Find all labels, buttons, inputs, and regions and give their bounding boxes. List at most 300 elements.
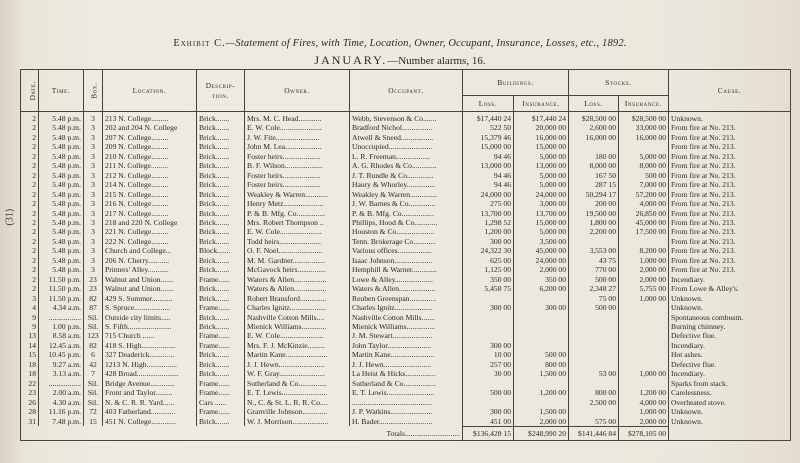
cell-buildings-insurance: 2,000 00: [514, 417, 569, 427]
cell-date: 2: [21, 152, 39, 161]
cell-time: 5.48 p.m.: [39, 161, 84, 170]
cell-stocks-loss: 53 00: [569, 369, 619, 378]
cell-box: 82: [84, 341, 103, 350]
cell-stocks-insurance: 8,000 00: [619, 161, 669, 170]
cell-description: Brick.......: [197, 256, 245, 265]
cell-occupant: P. & B. Mfg. Co.................: [350, 209, 463, 218]
cell-cause: Hot ashes.: [669, 350, 791, 359]
cell-location: S. Fifth.......................: [103, 322, 197, 331]
cell-stocks-loss: 2,200 00: [569, 227, 619, 236]
cell-stocks-loss: [569, 142, 619, 151]
cell-occupant: Tenn. Brokerage Co............: [350, 237, 463, 246]
cell-stocks-loss: [569, 341, 619, 350]
cell-stocks-loss: 16,000 00: [569, 133, 619, 142]
cell-box: Sil.: [84, 398, 103, 407]
cell-box: 3: [84, 246, 103, 255]
totals-row: [21, 426, 791, 440]
cell-cause: Unknown.: [669, 112, 791, 124]
cell-buildings-insurance: 300 00: [514, 303, 569, 312]
cell-occupant: Nashville Cotton Mills.......: [350, 313, 463, 322]
cell-buildings-loss: 13,700 00: [463, 209, 514, 218]
cell-occupant: J. P. Watkins......................: [350, 407, 463, 416]
cell-location: Walnut and Union.......: [103, 275, 197, 284]
cell-buildings-insurance: 3,000 00: [514, 199, 569, 208]
header-time: Time.: [39, 70, 84, 112]
cell-cause: From fire at No. 213.: [669, 123, 791, 132]
cell-description: Block.......: [197, 246, 245, 255]
header-date: Date.: [21, 70, 39, 112]
cell-box: 3: [84, 171, 103, 180]
cell-stocks-loss: 2,600 00: [569, 123, 619, 132]
cell-stocks-insurance: [619, 331, 669, 340]
cell-buildings-loss: 1,200 00: [463, 227, 514, 236]
cell-time: .................: [39, 379, 84, 388]
cell-time: 5.48 p.m.: [39, 246, 84, 255]
cell-location: N. & C. R. R. Yard......: [103, 398, 197, 407]
cell-location: 212 N. College.........: [103, 171, 197, 180]
cell-buildings-insurance: 350 00: [514, 275, 569, 284]
cell-buildings-insurance: 1,500 00: [514, 407, 569, 416]
table-row: [21, 112, 791, 124]
cell-time: 5.48 p.m.: [39, 237, 84, 246]
cell-buildings-loss: $17,440 24: [463, 112, 514, 124]
cell-buildings-loss: [463, 294, 514, 303]
cell-location: 213 N. College.........: [103, 112, 197, 124]
cell-occupant: Atwell & Sneed.................: [350, 133, 463, 142]
cell-date: 2: [21, 246, 39, 255]
cell-owner: Todd heirs......................: [245, 237, 350, 246]
table-row: [21, 199, 791, 208]
cell-location: 211 N. College.........: [103, 161, 197, 170]
month-heading: [0, 53, 800, 68]
cell-owner: Waters & Allen.................: [245, 284, 350, 293]
table-row: [21, 209, 791, 218]
header-buildings-loss: Loss.: [463, 96, 514, 112]
cell-time: 5.48 p.m.: [39, 142, 84, 151]
cell-buildings-insurance: 15,000 00: [514, 218, 569, 227]
table-row: [21, 350, 791, 359]
cell-time: 5.48 p.m.: [39, 171, 84, 180]
cell-stocks-insurance: $28,500 00: [619, 112, 669, 124]
header-location: Location.: [103, 70, 197, 112]
cell-owner: Weakley & Warren............: [245, 190, 350, 199]
cell-stocks-insurance: [619, 303, 669, 312]
cell-location: 222 N. College.........: [103, 237, 197, 246]
cell-box: 3: [84, 180, 103, 189]
cell-time: 5.48 p.m.: [39, 209, 84, 218]
cell-stocks-loss: [569, 407, 619, 416]
cell-occupant: Sutherland & Co.................: [350, 379, 463, 388]
cell-buildings-loss: 94 46: [463, 171, 514, 180]
cell-stocks-insurance: [619, 322, 669, 331]
cell-box: 3: [84, 190, 103, 199]
cell-owner: J. W. Fite.......................: [245, 133, 350, 142]
table-row: [21, 284, 791, 293]
cell-stocks-insurance: 57,200 00: [619, 190, 669, 199]
totals-label: Totals.............................: [21, 426, 463, 440]
cell-stocks-insurance: 1,000 00: [619, 256, 669, 265]
cell-box: 3: [84, 142, 103, 151]
cell-stocks-loss: [569, 360, 619, 369]
cell-stocks-loss: 3,553 00: [569, 246, 619, 255]
exhibit-title-text: —Statement of Fires, with Time, Location, Owner, Occupant, Insurance, Losses, etc., 1892.: [225, 38, 627, 49]
cell-buildings-loss: 451 00: [463, 417, 514, 427]
cell-date: 2: [21, 123, 39, 132]
cell-cause: Unknown.: [669, 303, 791, 312]
cell-buildings-loss: 522 50: [463, 123, 514, 132]
cell-stocks-insurance: [619, 379, 669, 388]
cell-location: 451 N. College.............: [103, 417, 197, 427]
cell-stocks-loss: 287 15: [569, 180, 619, 189]
cell-cause: Defective flue.: [669, 360, 791, 369]
cell-owner: McGavock heirs...............: [245, 265, 350, 274]
cell-owner: Waters & Allen.................: [245, 275, 350, 284]
cell-cause: From Lowe & Alley's.: [669, 284, 791, 293]
cell-buildings-insurance: 2,000 00: [514, 265, 569, 274]
table-row: [21, 331, 791, 340]
cell-occupant: Various offices..................: [350, 246, 463, 255]
cell-stocks-insurance: 16,000 00: [619, 133, 669, 142]
cell-time: 10.45 p.m.: [39, 350, 84, 359]
cell-owner: John M. Lea...................: [245, 142, 350, 151]
cell-description: Brick.......: [197, 218, 245, 227]
cell-date: 2: [21, 142, 39, 151]
cell-time: 5.48 p.m.: [39, 227, 84, 236]
cell-buildings-loss: 300 00: [463, 407, 514, 416]
cell-stocks-insurance: [619, 142, 669, 151]
cell-time: 2.00 a.m.: [39, 388, 84, 397]
cell-buildings-loss: 300 00: [463, 237, 514, 246]
month-note: —Number alarms, 16.: [387, 55, 486, 67]
cell-date: 23: [21, 388, 39, 397]
cell-occupant: Martin Kane.......................: [350, 350, 463, 359]
cell-buildings-insurance: 24,000 00: [514, 256, 569, 265]
cell-box: 6: [84, 350, 103, 359]
cell-occupant: Waters & Allen...................: [350, 284, 463, 293]
cell-owner: M. M. Gardner.................: [245, 256, 350, 265]
cell-date: 9: [21, 322, 39, 331]
cell-date: 2: [21, 209, 39, 218]
cell-box: 3: [84, 123, 103, 132]
cell-description: Brick.......: [197, 180, 245, 189]
cell-owner: Foster heirs....................: [245, 180, 350, 189]
cell-time: 5.48 p.m.: [39, 265, 84, 274]
cell-location: 216 N. College.........: [103, 199, 197, 208]
cell-time: 5.48 p.m.: [39, 199, 84, 208]
cell-description: Brick.......: [197, 313, 245, 322]
cell-stocks-insurance: 17,500 00: [619, 227, 669, 236]
cell-owner: Mrs. M. C. Head............: [245, 112, 350, 124]
cell-buildings-loss: 5,458 75: [463, 284, 514, 293]
cell-location: 210 N. College.........: [103, 152, 197, 161]
cell-owner: Henry Metz.....................: [245, 199, 350, 208]
cell-stocks-loss: 180 00: [569, 152, 619, 161]
cell-description: Brick.......: [197, 294, 245, 303]
cell-buildings-insurance: 13,000 00: [514, 161, 569, 170]
cell-description: Brick.......: [197, 161, 245, 170]
cell-box: 3: [84, 209, 103, 218]
cell-location: 403 Fatherland.............: [103, 407, 197, 416]
cell-stocks-insurance: 7,000 00: [619, 180, 669, 189]
cell-stocks-loss: 2,500 00: [569, 398, 619, 407]
cell-occupant: J. J. Hewn.........................: [350, 360, 463, 369]
header-box: Box.: [84, 70, 103, 112]
cell-stocks-loss: 800 00: [569, 388, 619, 397]
cell-stocks-insurance: 2,000 00: [619, 417, 669, 427]
cell-stocks-loss: 500 00: [569, 275, 619, 284]
exhibit-title: [0, 38, 800, 49]
cell-owner: Nashville Cotton Mills....: [245, 313, 350, 322]
cell-buildings-loss: 10 00: [463, 350, 514, 359]
cell-stocks-loss: [569, 322, 619, 331]
cell-date: 18: [21, 369, 39, 378]
cell-buildings-insurance: [514, 294, 569, 303]
cell-stocks-loss: [569, 313, 619, 322]
cell-buildings-loss: [463, 313, 514, 322]
cell-buildings-loss: 15,379 46: [463, 133, 514, 142]
cell-stocks-loss: 575 00: [569, 417, 619, 427]
cell-buildings-insurance: 5,000 00: [514, 152, 569, 161]
cell-location: Walnut and Union.......: [103, 284, 197, 293]
cell-cause: From fire at No. 213.: [669, 227, 791, 236]
cell-stocks-loss: 43 75: [569, 256, 619, 265]
cell-stocks-loss: [569, 331, 619, 340]
cell-buildings-insurance: 1,500 00: [514, 369, 569, 378]
header-stocks-loss: Loss.: [569, 96, 619, 112]
cell-description: Brick.......: [197, 190, 245, 199]
table-row: [21, 341, 791, 350]
cell-cause: Overheated stove.: [669, 398, 791, 407]
header-owner: Owner.: [245, 70, 350, 112]
cell-location: 428 Broad......................: [103, 369, 197, 378]
cell-buildings-loss: 94 46: [463, 180, 514, 189]
cell-date: 4: [21, 303, 39, 312]
cell-location: Front and Taylor.........: [103, 388, 197, 397]
cell-occupant: Unoccupied.......................: [350, 142, 463, 151]
cell-cause: From fire at No. 213.: [669, 190, 791, 199]
table-row: [21, 388, 791, 397]
cell-stocks-loss: 19,500 00: [569, 209, 619, 218]
cell-cause: Unknown.: [669, 407, 791, 416]
cell-buildings-loss: [463, 331, 514, 340]
fires-table: [20, 69, 791, 441]
cell-cause: From fire at No. 213.: [669, 265, 791, 274]
cell-stocks-loss: 167 50: [569, 171, 619, 180]
cell-owner: Foster heirs....................: [245, 171, 350, 180]
cell-date: 14: [21, 341, 39, 350]
table-row: [21, 133, 791, 142]
cell-buildings-insurance: 5,000 00: [514, 180, 569, 189]
cell-stocks-loss: $28,500 00: [569, 112, 619, 124]
cell-occupant: J. T. Rundle & Co..............: [350, 171, 463, 180]
month-label: JANUARY.: [314, 53, 388, 67]
cell-time: 3.13 a.m.: [39, 369, 84, 378]
totals-stocks-insurance: $278,105 00: [619, 426, 669, 440]
cell-owner: Mrs. Robert Thompson ..: [245, 218, 350, 227]
cell-cause: Incendiary.: [669, 369, 791, 378]
cell-box: Sil.: [84, 388, 103, 397]
header-buildings-insurance: Insurance.: [514, 96, 569, 112]
cell-date: 2: [21, 275, 39, 284]
cell-date: 31: [21, 417, 39, 427]
cell-buildings-insurance: 15,000 00: [514, 142, 569, 151]
cell-date: 2: [21, 199, 39, 208]
cell-description: Brick.......: [197, 322, 245, 331]
cell-buildings-loss: 15,000 00: [463, 142, 514, 151]
cell-owner: Sutherland & Co...............: [245, 379, 350, 388]
cell-box: 72: [84, 407, 103, 416]
cell-date: 2: [21, 161, 39, 170]
cell-occupant: Hemphill & Warner.............: [350, 265, 463, 274]
cell-owner: J. J. Hewn........................: [245, 360, 350, 369]
cell-description: Frame......: [197, 341, 245, 350]
cell-buildings-insurance: [514, 379, 569, 388]
cell-owner: W. J. Morrison...................: [245, 417, 350, 427]
cell-cause: Incendiary.: [669, 341, 791, 350]
table-row: [21, 246, 791, 255]
cell-box: 3: [84, 133, 103, 142]
cell-buildings-insurance: 800 00: [514, 360, 569, 369]
cell-owner: E. W. Cole......................: [245, 123, 350, 132]
cell-description: Brick.......: [197, 133, 245, 142]
cell-date: 22: [21, 379, 39, 388]
cell-date: 2: [21, 171, 39, 180]
table-row: [21, 265, 791, 274]
cell-buildings-insurance: 5,000 00: [514, 227, 569, 236]
cell-box: 7: [84, 369, 103, 378]
cell-description: Brick.......: [197, 369, 245, 378]
cell-date: 28: [21, 407, 39, 416]
cell-box: 87: [84, 303, 103, 312]
cell-description: Brick.......: [197, 171, 245, 180]
cell-occupant: Bradford Nichol................: [350, 123, 463, 132]
cell-cause: From fire at No. 213.: [669, 142, 791, 151]
cell-buildings-loss: 625 00: [463, 256, 514, 265]
cell-owner: B. F. Wilson....................: [245, 161, 350, 170]
cell-box: 3: [84, 256, 103, 265]
cell-cause: From fire at No. 213.: [669, 237, 791, 246]
cell-buildings-loss: 24,000 00: [463, 190, 514, 199]
cell-description: Brick.......: [197, 350, 245, 359]
cell-stocks-loss: 770 00: [569, 265, 619, 274]
cell-cause: Unknown.: [669, 294, 791, 303]
cell-description: Brick.......: [197, 237, 245, 246]
cell-buildings-loss: 500 00: [463, 388, 514, 397]
cell-time: 11.50 p.m.: [39, 275, 84, 284]
cell-cause: Sparks from stack.: [669, 379, 791, 388]
cell-buildings-insurance: 500 00: [514, 350, 569, 359]
cell-buildings-insurance: 24,000 00: [514, 190, 569, 199]
cell-time: 5.48 p.m.: [39, 152, 84, 161]
cell-date: 2: [21, 190, 39, 199]
cell-occupant: John Taylor.......................: [350, 341, 463, 350]
cell-box: 3: [84, 227, 103, 236]
cell-buildings-insurance: 3,500 00: [514, 237, 569, 246]
cell-stocks-insurance: 5,755 00: [619, 284, 669, 293]
cell-description: Cars ......: [197, 398, 245, 407]
cell-time: 12.45 a.m.: [39, 341, 84, 350]
cell-box: Sil.: [84, 322, 103, 331]
cell-time: 5.48 p.m.: [39, 123, 84, 132]
table-row: [21, 218, 791, 227]
cell-owner: P. & B. Mfg. Co...............: [245, 209, 350, 218]
cell-owner: Granville Johnson.............: [245, 407, 350, 416]
totals-stocks-loss: $141,446 84: [569, 426, 619, 440]
cell-buildings-loss: [463, 379, 514, 388]
cell-box: 3: [84, 112, 103, 124]
cell-cause: Unknown.: [669, 417, 791, 427]
cell-stocks-insurance: 8,200 00: [619, 246, 669, 255]
cell-occupant: Charles Ignitz....................: [350, 303, 463, 312]
cell-box: 3: [84, 161, 103, 170]
cell-time: 9.27 a.m.: [39, 360, 84, 369]
cell-occupant: Reuben Greenspan..............: [350, 294, 463, 303]
table-row: [21, 256, 791, 265]
table-row: [21, 237, 791, 246]
cell-date: 2: [21, 284, 39, 293]
cell-description: Brick.......: [197, 360, 245, 369]
cell-date: 2: [21, 180, 39, 189]
cell-description: Brick.......: [197, 209, 245, 218]
cell-date: 2: [21, 265, 39, 274]
cell-stocks-insurance: 4,000 00: [619, 398, 669, 407]
cell-stocks-loss: 200 00: [569, 199, 619, 208]
cell-owner: Mrs. F. J. McKinzie.........: [245, 341, 350, 350]
cell-occupant: Lowe & Alley....................: [350, 275, 463, 284]
cell-description: Brick.......: [197, 227, 245, 236]
cell-occupant: La Heist & Hicks................: [350, 369, 463, 378]
cell-date: 2: [21, 133, 39, 142]
cell-buildings-insurance: [514, 313, 569, 322]
cell-stocks-insurance: [619, 237, 669, 246]
cell-buildings-insurance: [514, 341, 569, 350]
cell-description: Brick.......: [197, 112, 245, 124]
table-row: [21, 360, 791, 369]
cell-time: 8.58 a.m.: [39, 331, 84, 340]
cell-cause: Incendiary.: [669, 275, 791, 284]
cell-buildings-loss: 1,125 00: [463, 265, 514, 274]
table-row: [21, 275, 791, 284]
cell-occupant: Haury & Whorley...............: [350, 180, 463, 189]
cell-stocks-insurance: 45,000 00: [619, 218, 669, 227]
cell-stocks-loss: 500 00: [569, 303, 619, 312]
cell-date: 2: [21, 112, 39, 124]
table-row: [21, 379, 791, 388]
cell-stocks-insurance: 5,000 00: [619, 152, 669, 161]
cell-stocks-loss: 2,348 27: [569, 284, 619, 293]
cell-stocks-insurance: 1,000 00: [619, 407, 669, 416]
table-row: [21, 294, 791, 303]
cell-stocks-insurance: [619, 350, 669, 359]
cell-stocks-insurance: 2,000 00: [619, 265, 669, 274]
cell-time: 11.16 p.m.: [39, 407, 84, 416]
cell-location: Church and College...: [103, 246, 197, 255]
cell-cause: From fire at No. 213.: [669, 171, 791, 180]
cell-occupant: Mienick Williams...............: [350, 322, 463, 331]
table-row: [21, 123, 791, 132]
table-row: [21, 190, 791, 199]
header-cause: Cause.: [669, 70, 791, 112]
cell-owner: O. F. Noel.......................: [245, 246, 350, 255]
cell-owner: W. F. Gray........................: [245, 369, 350, 378]
cell-cause: From fire at No. 213.: [669, 209, 791, 218]
cell-stocks-loss: [569, 350, 619, 359]
cell-description: Brick.......: [197, 417, 245, 427]
cell-location: 217 N. College.........: [103, 209, 197, 218]
cell-owner: E. W. Cole.......................: [245, 331, 350, 340]
totals-cause-empty: [669, 426, 791, 440]
cell-location: 214 N. College.........: [103, 180, 197, 189]
